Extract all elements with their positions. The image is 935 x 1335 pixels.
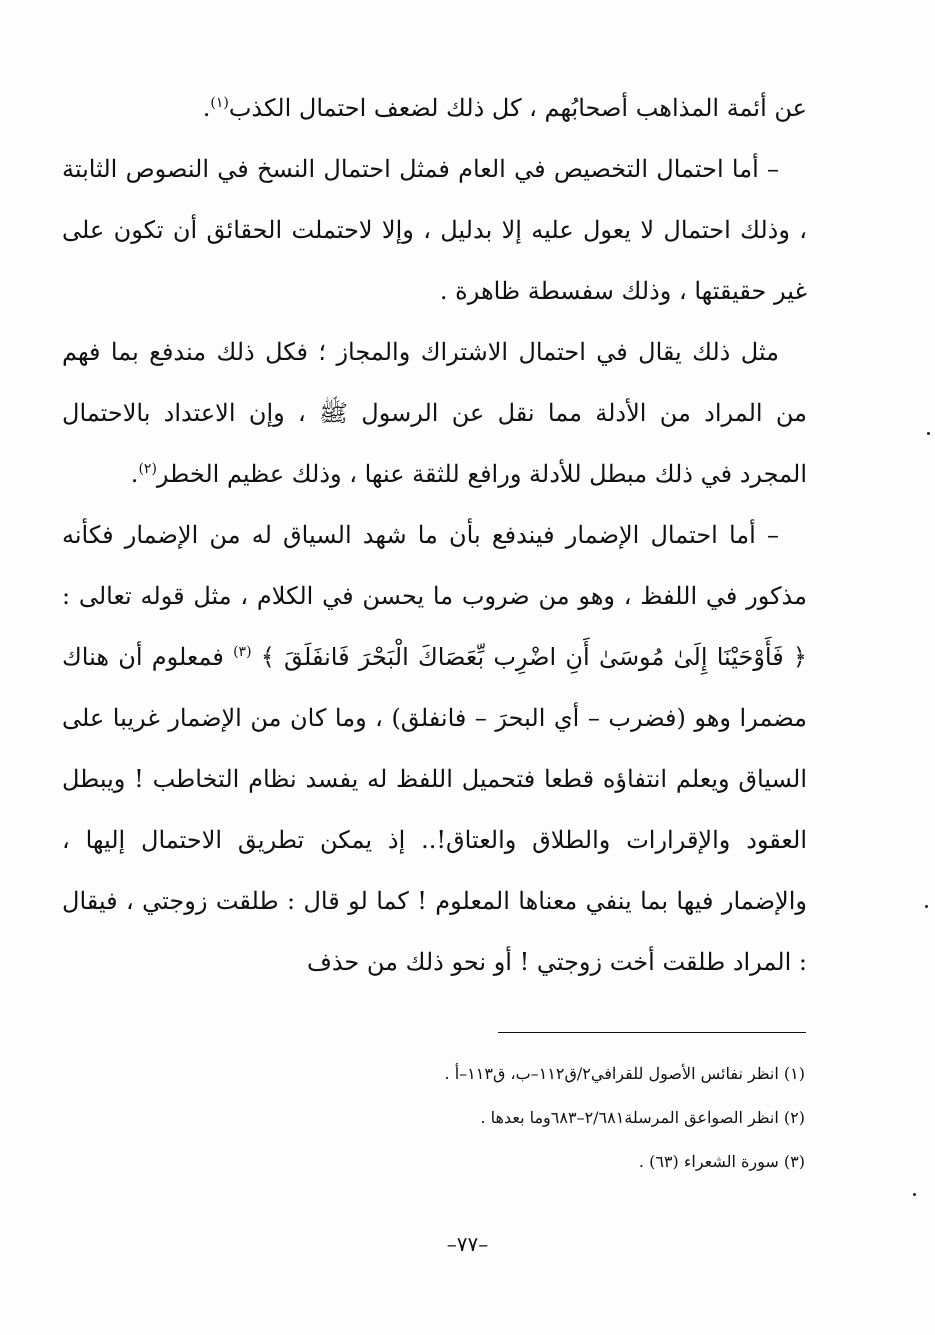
footnote-ref-1: (١) [210, 95, 229, 111]
footnote-ref-2: (٢) [138, 461, 157, 477]
scan-speck [927, 432, 930, 435]
paragraph-4-text-before-verse: – أما احتمال الإضمار فيندفع بأن ما شهد السياق له من الإضمار فكأنه مذكور في اللفظ ، وهو من ضروب ما يحسن في الكلام ، مثل قوله تعالى : [62, 521, 807, 610]
footnote-2: (٢) انظر الصواعق المرسلة٢/٦٨١–٦٨٣وما بعدها . [480, 1108, 805, 1127]
paragraph-2 [62, 139, 807, 322]
paragraph-3 [62, 322, 807, 505]
paragraph-3-end: . [130, 460, 139, 488]
paragraph-4-text-after-verse: فمعلوم أن هناك مضمرا وهو (فضرب – أي البحرَ – فانفلق) ، وما كان من الإضمار غريبا على السياق ويعلم انتفاؤه قطعا فتحميل اللفظ له يفسد نظام التخاطب ! ويبطل العقود والإقرارات والطلاق والعتاق!.. إذ يمكن تطريق الاحتمال إليها ، والإضمار فيها بما ينفي معناها المعلوم ! كما لو قال : طلقت زوجتي ، فيقال : المراد طلقت أخت زوجتي ! أو نحو ذلك من حذف [62, 643, 807, 976]
footnote-separator [498, 1032, 806, 1033]
paragraph-4 [62, 505, 807, 993]
footnote-1: (١) انظر نفائس الأصول للقرافي٢/ق١١٢–ب، ق١١٣–أ . [444, 1064, 805, 1083]
footnotes [260, 1052, 805, 1184]
scan-speck [913, 1193, 916, 1196]
page-number: –٧٧– [446, 1232, 489, 1256]
quran-verse: ﴿ فَأَوْحَيْنَا إِلَىٰ مُوسَىٰ أَنِ اضْرِب بِّعَصَاكَ الْبَحْرَ فَانفَلَقَ ﴾ [260, 643, 807, 671]
paragraph-1 [62, 78, 807, 139]
paragraph-1-text: عن أئمة المذاهب أصحابُهم ، كل ذلك لضعف احتمال الكذب [228, 94, 807, 122]
scan-speck [925, 905, 928, 908]
paragraph-1-end: . [202, 94, 211, 122]
footnote-ref-3: (٣) [233, 644, 252, 660]
footnote-3: (٣) سورة الشعراء (٦٣) . [638, 1152, 805, 1171]
main-text [62, 78, 807, 993]
paragraph-3-text: مثل ذلك يقال في احتمال الاشتراك والمجاز ؛ فكل ذلك مندفع بما فهم من المراد من الأدلة مما نقل عن الرسول ﷺ ، وإن الاعتداد بالاحتمال المجرد في ذلك مبطل للأدلة ورافع للثقة عنها ، وذلك عظيم الخطر [62, 338, 807, 488]
paragraph-2-text: – أما احتمال التخصيص في العام فمثل احتمال النسخ في النصوص الثابتة ، وذلك احتمال لا يعول عليه إلا بدليل ، وإلا لاحتملت الحقائق أن تكون على غير حقيقتها ، وذلك سفسطة ظاهرة . [62, 155, 807, 305]
